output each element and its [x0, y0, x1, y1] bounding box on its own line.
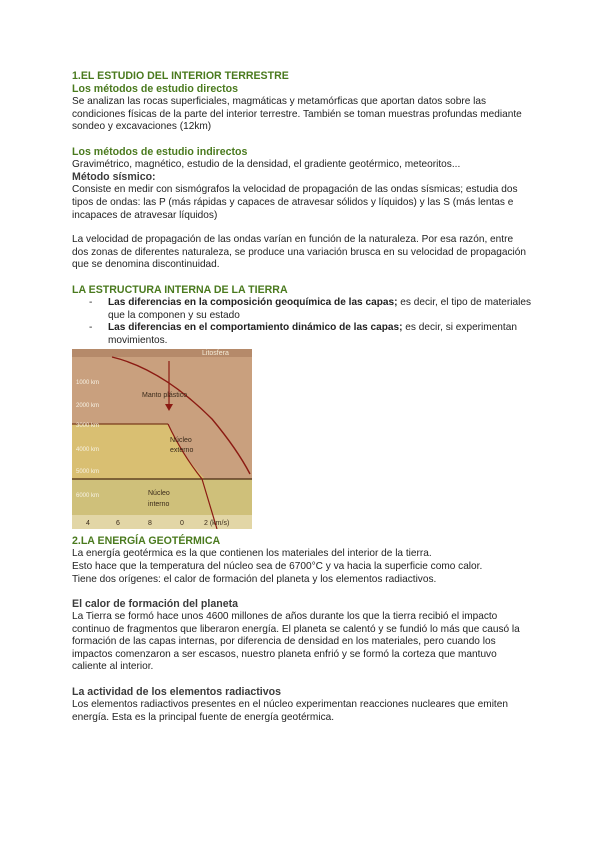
geothermal-intro-line: Tiene dos orígenes: el calor de formación del planeta y los elementos radiactivos. [72, 573, 437, 585]
bullet-dash: - [89, 322, 93, 334]
seismic-method-heading: Método sísmico: [72, 171, 156, 184]
axis-tick-label: 0 [180, 520, 184, 528]
depth-label: 2000 km [76, 403, 100, 410]
section2-title: 2.LA ENERGÍA GEOTÉRMICA [72, 535, 221, 548]
structure-bullet-list [72, 297, 532, 347]
bullet-rest-text: es decir, el tipo de materiales que la componen y su estado [108, 296, 531, 321]
bullet-dash: - [89, 296, 93, 308]
radioactive-text: Los elementos radiactivos presentes en el núcleo experimentan reacciones nucleares que emiten energía. Esta es la principal fuente de energía geotérmica. [72, 699, 508, 723]
structure-title: LA ESTRUCTURA INTERNA DE LA TIERRA [72, 283, 288, 296]
indirect-methods-list: Gravimétrico, magnético, estudio de la densidad, el gradiente geotérmico, meteoritos... [72, 158, 461, 170]
depth-label: 5000 km [76, 469, 100, 476]
axis-tick-label: 2 (km/s) [204, 520, 230, 528]
depth-label: 4000 km [76, 447, 100, 454]
label-outer-core-1: Núcleo [170, 437, 192, 445]
label-outer-core-2: externo [170, 447, 194, 455]
seismic-method-text: Consiste en medir con sismógrafos la velocidad de propagación de las ondas sísmicas; estudia dos tipos de ondas: las P (más rápidas y capaces de atravesar sólidos y líquidos) y las S (más lentas e incapaces de atravesar líquidos) [72, 184, 518, 221]
bullet-rest-text: es decir, si experimentan movimientos. [108, 322, 517, 346]
label-lithosphere: Litosfera [202, 350, 229, 358]
direct-methods-heading: Los métodos de estudio directos [72, 83, 238, 95]
depth-label: 6000 km [76, 493, 100, 500]
document-content [72, 70, 532, 724]
velocity-paragraph: La velocidad de propagación de las ondas varían en función de la naturaleza. Por esa razón, entre dos zonas de diferentes naturaleza, se produce una variación brusca en su velocidad de propagación que se denomina discontinuidad. [72, 234, 526, 271]
indirect-methods-heading: Los métodos de estudio indirectos [72, 145, 248, 158]
geothermal-intro-line: Esto hace que la temperatura del núcleo sea de 6700°C y va hacia la superficie como calor. [72, 560, 483, 572]
depth-label: 3000 km [76, 423, 100, 430]
bullet-bold-text: Las diferencias en el comportamiento dinámico de las capas; [108, 322, 403, 334]
bullet-bold-text: Las diferencias en la composición geoquímica de las capas; [108, 296, 398, 308]
section1-title: 1.EL ESTUDIO DEL INTERIOR TERRESTRE [72, 70, 289, 82]
axis-tick-label: 6 [116, 520, 120, 528]
axis-tick-label: 4 [86, 520, 90, 528]
earth-layers-diagram [72, 349, 252, 529]
label-inner-core-2: interno [148, 501, 170, 509]
axis-tick-label: 8 [148, 520, 152, 528]
depth-label: 1000 km [76, 380, 100, 387]
label-inner-core-1: Núcleo [148, 490, 170, 498]
geothermal-intro-line: La energía geotérmica es la que contienen los materiales del interior de la tierra. [72, 548, 432, 560]
formation-heat-text: La Tierra se formó hace unos 4600 millones de años durante los que la tierra recibió el impacto continuo de fragmentos que liberaron energía. El planeta se calentó y se fundió lo más que causó la formación de las capas internas, por diferencia de densidad en los materiales, pero cuando los impactos comenzaron a ser escasos, nuestro planeta enfrió y se formó la corteza que mantuvo caliente al interior. [72, 611, 520, 673]
structure-bullet [72, 297, 532, 322]
label-mantle: Manto plástico [142, 392, 188, 400]
direct-methods-text: Se analizan las rocas superficiales, magmáticas y metamórficas que aportan datos sobre las condiciones físicas de la parte del interior terrestre. También se toman muestras profundas mediante sondeo y excavaciones (12km) [72, 96, 522, 133]
formation-heat-heading: El calor de formación del planeta [72, 598, 239, 611]
radioactive-heading: La actividad de los elementos radiactivos [72, 686, 282, 699]
earth-layers-figure [72, 349, 252, 529]
structure-bullet [72, 322, 532, 347]
